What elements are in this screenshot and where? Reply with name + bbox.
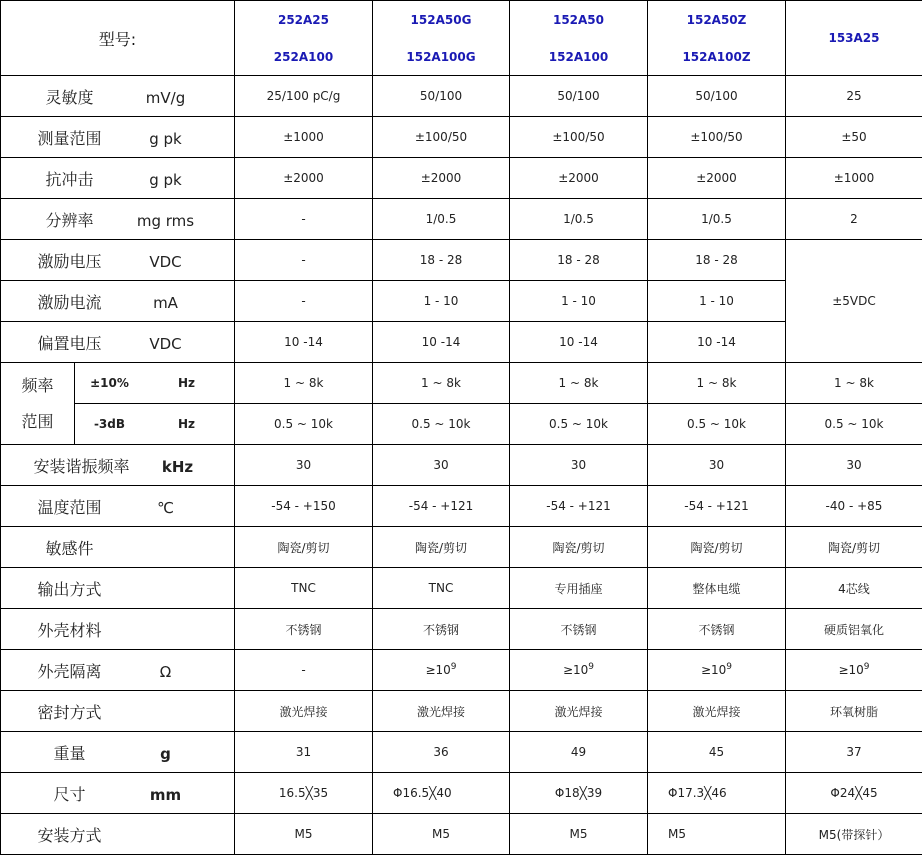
model-cell — [510, 1, 648, 76]
value-cell: 30 — [235, 445, 373, 486]
value-cell: 10 -14 — [648, 322, 786, 363]
param-name: 激励电流 — [22, 290, 118, 313]
value-cell: 不锈钢 — [235, 609, 373, 650]
param-name: 偏置电压 — [22, 331, 118, 354]
value-cell: 50/100 — [510, 76, 648, 117]
param-name: 灵敏度 — [22, 85, 118, 108]
model-name: 152A100 — [510, 48, 647, 66]
value-cell: ±1000 — [235, 117, 373, 158]
row-weight — [1, 732, 922, 773]
value-cell: 1 - 10 — [373, 281, 510, 322]
exponent: 9 — [588, 662, 594, 672]
value-cell: Φ18╳39 — [510, 773, 648, 814]
value-cell: 不锈钢 — [510, 609, 648, 650]
param-cell — [1, 322, 235, 363]
value-cell: 1/0.5 — [373, 199, 510, 240]
value-cell: - — [235, 281, 373, 322]
param-cell — [1, 609, 235, 650]
value-cell: 1/0.5 — [510, 199, 648, 240]
value-cell: 25/100 pC/g — [235, 76, 373, 117]
value-cell: M5 — [235, 814, 373, 855]
param-unit: g pk — [118, 171, 214, 189]
param-unit: mV/g — [118, 89, 214, 107]
value-cell: 2 — [786, 199, 922, 240]
value-cell: 激光焊接 — [648, 691, 786, 732]
value-cell: ±100/50 — [648, 117, 786, 158]
exponent: 9 — [451, 662, 457, 672]
exponent: 9 — [726, 662, 732, 672]
value-cell — [510, 650, 648, 691]
model-name: 152A100Z — [648, 48, 785, 66]
param-unit: Hz — [142, 376, 232, 390]
param-cell — [75, 404, 235, 445]
value-cell: -54 - +121 — [510, 486, 648, 527]
param-name: 尺寸 — [22, 782, 118, 805]
freq-sub-label: ±10% — [78, 376, 142, 390]
row-shock — [1, 158, 922, 199]
param-cell — [1, 691, 235, 732]
value-cell: -54 - +121 — [373, 486, 510, 527]
param-name: 安装谐振频率 — [22, 454, 142, 477]
model-name: 252A100 — [235, 48, 372, 66]
value-cell: ±2000 — [235, 158, 373, 199]
value-cell: 不锈钢 — [373, 609, 510, 650]
value-cell: 30 — [648, 445, 786, 486]
value-cell: - — [235, 240, 373, 281]
value-cell — [373, 650, 510, 691]
model-name: 152A50 — [510, 11, 647, 29]
param-cell — [1, 281, 235, 322]
param-cell — [1, 814, 235, 855]
value-cell: 49 — [510, 732, 648, 773]
model-cell — [373, 1, 510, 76]
value-cell: 10 -14 — [510, 322, 648, 363]
value-cell: 1 ~ 8k — [373, 363, 510, 404]
value-cell: 陶瓷/剪切 — [235, 527, 373, 568]
row-excitation-current — [1, 281, 922, 322]
param-cell — [1, 240, 235, 281]
value-cell: 25 — [786, 76, 922, 117]
value-cell: 10 -14 — [373, 322, 510, 363]
param-name: 外壳隔离 — [22, 659, 118, 682]
value-cell: ±2000 — [373, 158, 510, 199]
model-cell — [648, 1, 786, 76]
param-name: 敏感件 — [22, 536, 118, 559]
value-cell: -54 - +150 — [235, 486, 373, 527]
value-cell: 50/100 — [373, 76, 510, 117]
value-cell: 激光焊接 — [373, 691, 510, 732]
param-cell — [1, 117, 235, 158]
value-cell: ±100/50 — [510, 117, 648, 158]
row-output — [1, 568, 922, 609]
row-element — [1, 527, 922, 568]
value-cell: 0.5 ~ 10k — [786, 404, 922, 445]
model-label: 型号: — [1, 1, 235, 76]
param-cell — [1, 732, 235, 773]
value-cell: Φ17.3╳46 — [648, 773, 786, 814]
value-cell: 4芯线 — [786, 568, 922, 609]
row-size — [1, 773, 922, 814]
param-name: 密封方式 — [22, 700, 118, 723]
value-cell: 不锈钢 — [648, 609, 786, 650]
value-cell: 陶瓷/剪切 — [510, 527, 648, 568]
param-unit: ℃ — [118, 499, 214, 517]
value-cell: Φ16.5╳40 — [373, 773, 510, 814]
value-cell: 36 — [373, 732, 510, 773]
value-cell: ±2000 — [648, 158, 786, 199]
value-text: ≥10 — [563, 663, 588, 677]
value-cell: 50/100 — [648, 76, 786, 117]
value-cell: TNC — [235, 568, 373, 609]
value-cell: 18 - 28 — [373, 240, 510, 281]
value-cell: ±2000 — [510, 158, 648, 199]
param-cell — [1, 486, 235, 527]
param-name: 分辨率 — [22, 208, 118, 231]
value-cell: 18 - 28 — [648, 240, 786, 281]
value-cell: 硬质铝氧化 — [786, 609, 922, 650]
value-cell: 0.5 ~ 10k — [510, 404, 648, 445]
value-cell: 陶瓷/剪切 — [648, 527, 786, 568]
row-frequency-10pct — [1, 363, 922, 404]
row-housing — [1, 609, 922, 650]
param-unit: Hz — [142, 417, 232, 431]
row-temperature — [1, 486, 922, 527]
model-name: 252A25 — [235, 11, 372, 29]
param-cell — [1, 445, 235, 486]
model-name: 153A25 — [786, 29, 922, 47]
value-cell: 陶瓷/剪切 — [786, 527, 922, 568]
value-cell: 激光焊接 — [235, 691, 373, 732]
row-bias-voltage — [1, 322, 922, 363]
value-cell: 陶瓷/剪切 — [373, 527, 510, 568]
value-cell: -54 - +121 — [648, 486, 786, 527]
param-cell — [1, 527, 235, 568]
value-cell: - — [235, 199, 373, 240]
value-cell: 45 — [648, 732, 786, 773]
value-cell — [648, 650, 786, 691]
value-cell: M5(带探针） — [786, 814, 922, 855]
param-cell — [1, 158, 235, 199]
param-name: 抗冲击 — [22, 167, 118, 190]
freq-name-line: 范围 — [1, 404, 74, 440]
value-cell: TNC — [373, 568, 510, 609]
row-resolution — [1, 199, 922, 240]
value-cell: 0.5 ~ 10k — [648, 404, 786, 445]
param-unit: VDC — [118, 335, 214, 353]
value-cell: 16.5╳35 — [235, 773, 373, 814]
power-merged-cell: ±5VDC — [786, 240, 922, 363]
value-cell: 环氧树脂 — [786, 691, 922, 732]
freq-name-cell — [1, 363, 75, 445]
param-name: 测量范围 — [22, 126, 118, 149]
value-cell: ±100/50 — [373, 117, 510, 158]
value-cell — [786, 650, 922, 691]
value-text: ≥10 — [838, 663, 863, 677]
param-name: 温度范围 — [22, 495, 118, 518]
row-seal — [1, 691, 922, 732]
row-resonance — [1, 445, 922, 486]
param-name: 输出方式 — [22, 577, 118, 600]
value-cell: 0.5 ~ 10k — [235, 404, 373, 445]
param-cell — [1, 773, 235, 814]
param-cell — [1, 568, 235, 609]
row-range — [1, 117, 922, 158]
freq-sub-label: -3dB — [78, 417, 142, 431]
value-cell: 10 -14 — [235, 322, 373, 363]
param-cell — [1, 199, 235, 240]
row-frequency-3db — [1, 404, 922, 445]
param-name: 激励电压 — [22, 249, 118, 272]
value-cell: M5 — [373, 814, 510, 855]
value-cell: 31 — [235, 732, 373, 773]
model-cell — [786, 1, 922, 76]
model-name: 152A50Z — [648, 11, 785, 29]
value-cell: 37 — [786, 732, 922, 773]
value-text: ≥10 — [701, 663, 726, 677]
value-cell: 整体电缆 — [648, 568, 786, 609]
value-cell: 30 — [510, 445, 648, 486]
param-unit: mA — [118, 294, 214, 312]
param-cell — [75, 363, 235, 404]
freq-name-line: 频率 — [1, 368, 74, 404]
header-row — [1, 1, 922, 76]
value-cell: M5 — [648, 814, 786, 855]
value-cell: 1 ~ 8k — [510, 363, 648, 404]
value-cell: Φ24╳45 — [786, 773, 922, 814]
value-cell: 1 ~ 8k — [235, 363, 373, 404]
model-name: 152A50G — [373, 11, 509, 29]
param-name: 安装方式 — [22, 823, 118, 846]
row-isolation — [1, 650, 922, 691]
value-cell: 1 ~ 8k — [786, 363, 922, 404]
exponent: 9 — [864, 662, 870, 672]
value-cell: M5 — [510, 814, 648, 855]
value-cell: 0.5 ~ 10k — [373, 404, 510, 445]
value-cell — [235, 650, 373, 691]
model-name: 152A100G — [373, 48, 509, 66]
param-unit: g — [118, 745, 214, 763]
value-cell: 激光焊接 — [510, 691, 648, 732]
value-cell: 18 - 28 — [510, 240, 648, 281]
value-cell: 30 — [786, 445, 922, 486]
param-name: 重量 — [22, 741, 118, 764]
value-cell: 1 - 10 — [648, 281, 786, 322]
value-cell: -40 - +85 — [786, 486, 922, 527]
model-cell — [235, 1, 373, 76]
param-name: 外壳材料 — [22, 618, 118, 641]
row-mount — [1, 814, 922, 855]
value-cell: ±1000 — [786, 158, 922, 199]
row-sensitivity — [1, 76, 922, 117]
param-unit: g pk — [118, 130, 214, 148]
param-unit: VDC — [118, 253, 214, 271]
row-excitation-voltage — [1, 240, 922, 281]
value-cell: 30 — [373, 445, 510, 486]
value-cell: ±50 — [786, 117, 922, 158]
param-cell — [1, 650, 235, 691]
param-cell — [1, 76, 235, 117]
value-cell: 1 ~ 8k — [648, 363, 786, 404]
param-unit: mg rms — [118, 212, 214, 230]
value-cell: 1/0.5 — [648, 199, 786, 240]
param-unit: mm — [118, 786, 214, 804]
param-unit: kHz — [142, 458, 214, 476]
value-text: - — [301, 663, 305, 677]
param-unit: Ω — [118, 663, 214, 681]
value-text: ≥10 — [425, 663, 450, 677]
value-cell: 1 - 10 — [510, 281, 648, 322]
value-cell: 专用插座 — [510, 568, 648, 609]
